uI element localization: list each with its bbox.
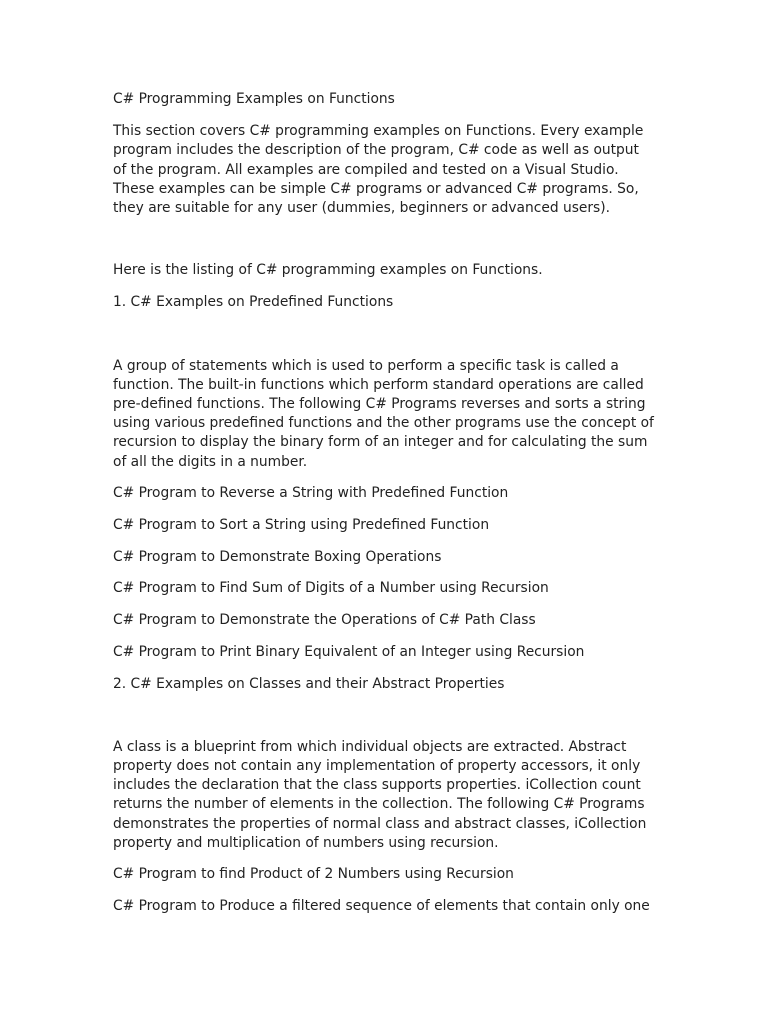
section-heading-predefined-functions: 1. C# Examples on Predefined Functions [113, 294, 394, 311]
section2-description [113, 738, 661, 853]
program-item: C# Program to Print Binary Equivalent of an Integer using Recursion [113, 643, 585, 660]
description-line: using various predefined functions and the other programs use the concept of [113, 415, 654, 432]
intro-line: program includes the description of the program, C# code as well as output [113, 142, 639, 159]
intro-line: they are suitable for any user (dummies, beginners or advanced users). [113, 200, 611, 217]
program-item: C# Program to Demonstrate Boxing Operations [113, 548, 442, 565]
intro-paragraph [113, 122, 661, 218]
description-line: includes the declaration that the class supports properties. iCollection count [113, 777, 641, 794]
program-item: C# Program to Reverse a String with Predefined Function [113, 485, 509, 502]
program-item: C# Program to find Product of 2 Numbers using Recursion [113, 866, 514, 883]
description-line: function. The built-in functions which perform standard operations are called [113, 376, 644, 393]
description-line: A class is a blueprint from which individual objects are extracted. Abstract [113, 738, 627, 755]
document-page [113, 90, 661, 916]
program-item: C# Program to Sort a String using Predefined Function [113, 517, 490, 534]
description-line: property and multiplication of numbers using recursion. [113, 834, 499, 851]
section-heading-classes-abstract-properties: 2. C# Examples on Classes and their Abstract Properties [113, 675, 505, 692]
program-item: C# Program to Produce a filtered sequence of elements that contain only one [113, 898, 650, 915]
program-item: C# Program to Demonstrate the Operations of C# Path Class [113, 612, 536, 629]
description-line: pre-defined functions. The following C# Programs reverses and sorts a string [113, 396, 646, 413]
description-line: of all the digits in a number. [113, 453, 308, 470]
description-line: property does not contain any implementation of property accessors, it only [113, 757, 641, 774]
section1-description [113, 357, 661, 472]
intro-line: These examples can be simple C# programs or advanced C# programs. So, [113, 180, 639, 197]
description-line: A group of statements which is used to perform a specific task is called a [113, 357, 619, 374]
description-line: returns the number of elements in the collection. The following C# Programs [113, 796, 645, 813]
description-line: recursion to display the binary form of an integer and for calculating the sum [113, 434, 648, 451]
document-title: C# Programming Examples on Functions [113, 91, 395, 107]
listing-intro: Here is the listing of C# programming examples on Functions. [113, 262, 543, 279]
description-line: demonstrates the properties of normal class and abstract classes, iCollection [113, 815, 647, 832]
program-item: C# Program to Find Sum of Digits of a Number using Recursion [113, 580, 549, 597]
intro-line: This section covers C# programming examples on Functions. Every example [113, 123, 644, 140]
intro-line: of the program. All examples are compiled and tested on a Visual Studio. [113, 161, 619, 178]
